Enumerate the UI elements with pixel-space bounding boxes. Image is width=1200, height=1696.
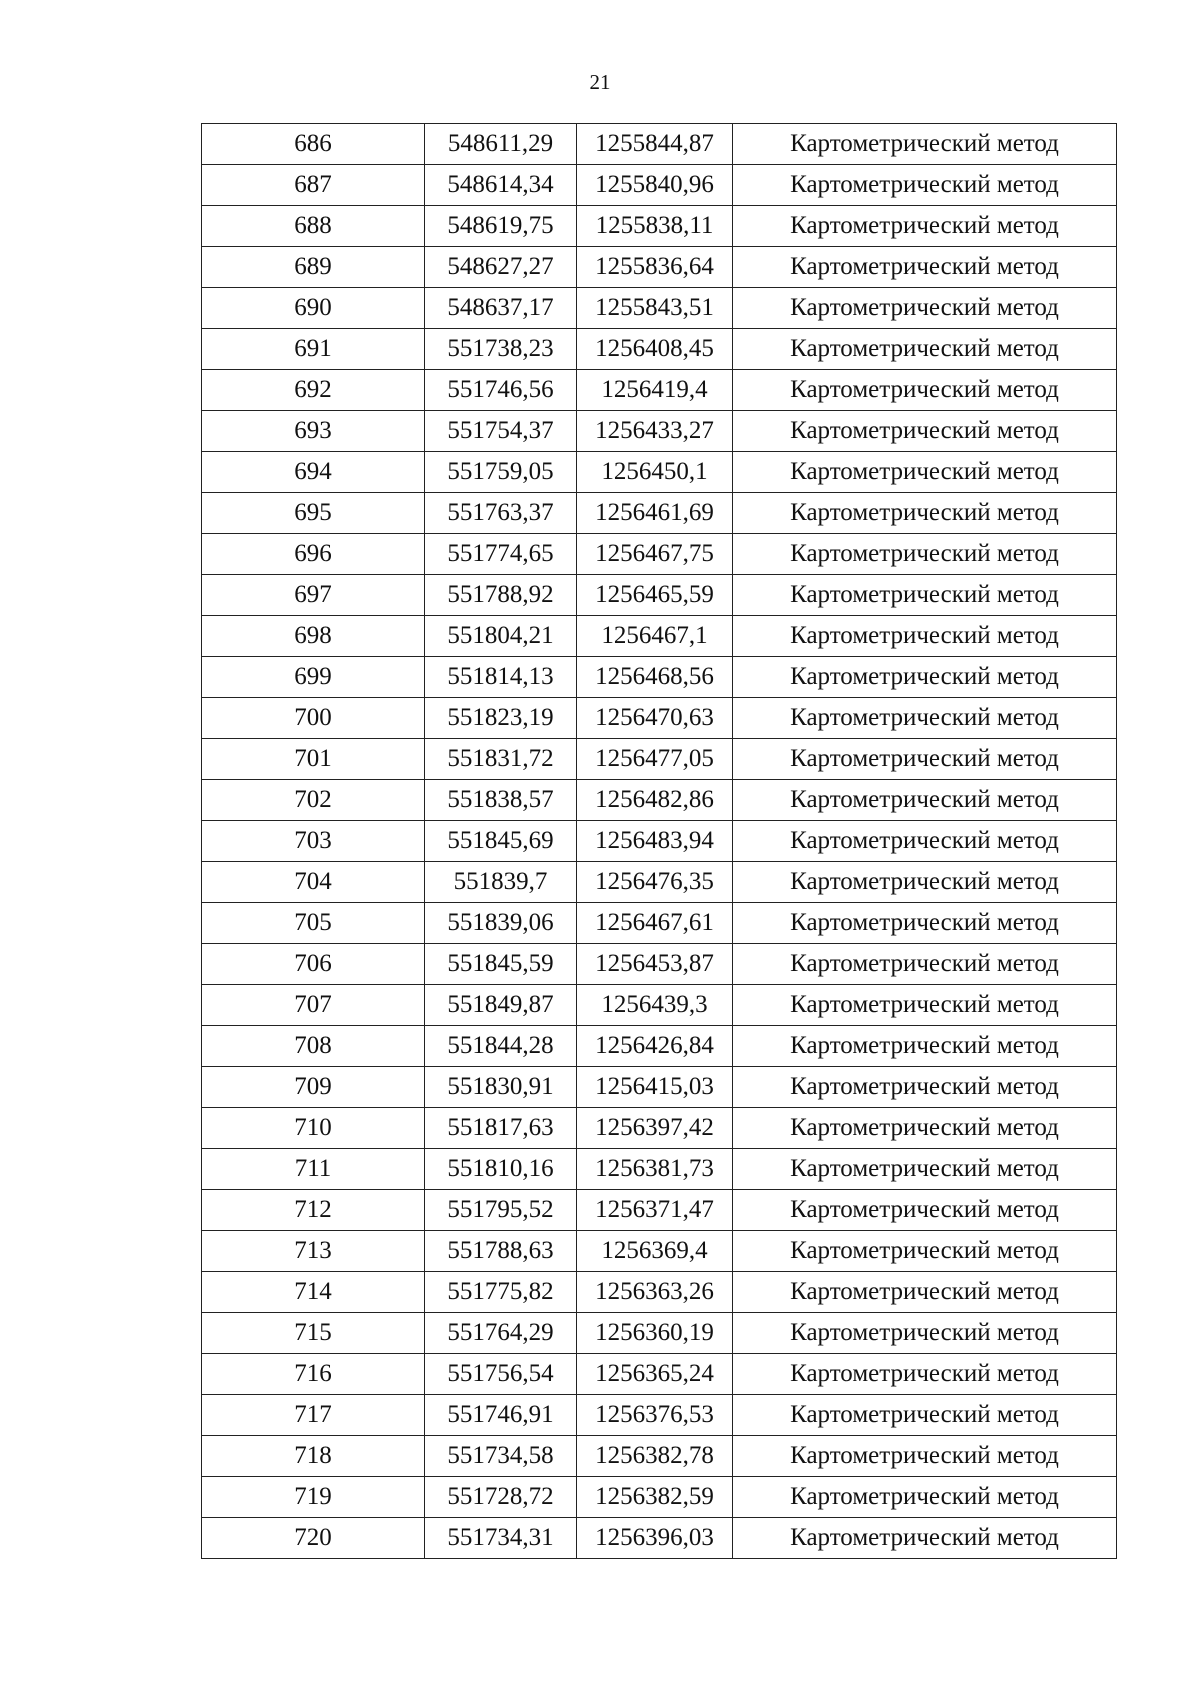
page-number: 21 <box>589 70 611 94</box>
x-coordinate-cell: 551756,54 <box>425 1354 577 1395</box>
x-coordinate-cell: 551839,06 <box>425 903 577 944</box>
table-row <box>202 1190 1117 1231</box>
point-number-cell: 696 <box>202 534 425 575</box>
table-row <box>202 616 1117 657</box>
method-cell: Картометрический метод <box>733 1477 1117 1518</box>
method-cell: Картометрический метод <box>733 288 1117 329</box>
method-cell: Картометрический метод <box>733 1231 1117 1272</box>
y-coordinate-cell: 1256419,4 <box>577 370 733 411</box>
table-row <box>202 1067 1117 1108</box>
x-coordinate-cell: 548614,34 <box>425 165 577 206</box>
point-number-cell: 701 <box>202 739 425 780</box>
point-number-cell: 717 <box>202 1395 425 1436</box>
point-number-cell: 706 <box>202 944 425 985</box>
x-coordinate-cell: 551788,63 <box>425 1231 577 1272</box>
x-coordinate-cell: 551844,28 <box>425 1026 577 1067</box>
point-number-cell: 716 <box>202 1354 425 1395</box>
x-coordinate-cell: 551728,72 <box>425 1477 577 1518</box>
method-cell: Картометрический метод <box>733 821 1117 862</box>
point-number-cell: 719 <box>202 1477 425 1518</box>
point-number-cell: 702 <box>202 780 425 821</box>
method-cell: Картометрический метод <box>733 739 1117 780</box>
table-row <box>202 165 1117 206</box>
x-coordinate-cell: 551788,92 <box>425 575 577 616</box>
point-number-cell: 690 <box>202 288 425 329</box>
method-cell: Картометрический метод <box>733 1518 1117 1559</box>
point-number-cell: 699 <box>202 657 425 698</box>
point-number-cell: 700 <box>202 698 425 739</box>
table-row <box>202 1395 1117 1436</box>
point-number-cell: 692 <box>202 370 425 411</box>
point-number-cell: 697 <box>202 575 425 616</box>
x-coordinate-cell: 551804,21 <box>425 616 577 657</box>
y-coordinate-cell: 1256365,24 <box>577 1354 733 1395</box>
method-cell: Картометрический метод <box>733 1272 1117 1313</box>
y-coordinate-cell: 1256465,59 <box>577 575 733 616</box>
y-coordinate-cell: 1256467,75 <box>577 534 733 575</box>
method-cell: Картометрический метод <box>733 1026 1117 1067</box>
point-number-cell: 691 <box>202 329 425 370</box>
x-coordinate-cell: 551759,05 <box>425 452 577 493</box>
table-row <box>202 1518 1117 1559</box>
y-coordinate-cell: 1256369,4 <box>577 1231 733 1272</box>
method-cell: Картометрический метод <box>733 370 1117 411</box>
x-coordinate-cell: 551845,69 <box>425 821 577 862</box>
point-number-cell: 704 <box>202 862 425 903</box>
method-cell: Картометрический метод <box>733 1354 1117 1395</box>
table-row <box>202 985 1117 1026</box>
coordinates-table <box>201 123 1117 1559</box>
table-row <box>202 124 1117 165</box>
method-cell: Картометрический метод <box>733 575 1117 616</box>
method-cell: Картометрический метод <box>733 1395 1117 1436</box>
x-coordinate-cell: 551838,57 <box>425 780 577 821</box>
y-coordinate-cell: 1256397,42 <box>577 1108 733 1149</box>
x-coordinate-cell: 551831,72 <box>425 739 577 780</box>
y-coordinate-cell: 1256382,78 <box>577 1436 733 1477</box>
method-cell: Картометрический метод <box>733 903 1117 944</box>
method-cell: Картометрический метод <box>733 1313 1117 1354</box>
y-coordinate-cell: 1255840,96 <box>577 165 733 206</box>
x-coordinate-cell: 551764,29 <box>425 1313 577 1354</box>
method-cell: Картометрический метод <box>733 698 1117 739</box>
point-number-cell: 714 <box>202 1272 425 1313</box>
x-coordinate-cell: 551845,59 <box>425 944 577 985</box>
y-coordinate-cell: 1256381,73 <box>577 1149 733 1190</box>
method-cell: Картометрический метод <box>733 657 1117 698</box>
y-coordinate-cell: 1255844,87 <box>577 124 733 165</box>
table-row <box>202 903 1117 944</box>
point-number-cell: 715 <box>202 1313 425 1354</box>
x-coordinate-cell: 548637,17 <box>425 288 577 329</box>
x-coordinate-cell: 551775,82 <box>425 1272 577 1313</box>
x-coordinate-cell: 551738,23 <box>425 329 577 370</box>
y-coordinate-cell: 1256376,53 <box>577 1395 733 1436</box>
y-coordinate-cell: 1256468,56 <box>577 657 733 698</box>
method-cell: Картометрический метод <box>733 1067 1117 1108</box>
y-coordinate-cell: 1256450,1 <box>577 452 733 493</box>
table-row <box>202 1149 1117 1190</box>
y-coordinate-cell: 1256363,26 <box>577 1272 733 1313</box>
table-row <box>202 821 1117 862</box>
x-coordinate-cell: 551823,19 <box>425 698 577 739</box>
point-number-cell: 718 <box>202 1436 425 1477</box>
x-coordinate-cell: 551839,7 <box>425 862 577 903</box>
point-number-cell: 687 <box>202 165 425 206</box>
y-coordinate-cell: 1256461,69 <box>577 493 733 534</box>
method-cell: Картометрический метод <box>733 1108 1117 1149</box>
x-coordinate-cell: 551810,16 <box>425 1149 577 1190</box>
method-cell: Картометрический метод <box>733 1436 1117 1477</box>
y-coordinate-cell: 1255838,11 <box>577 206 733 247</box>
point-number-cell: 709 <box>202 1067 425 1108</box>
method-cell: Картометрический метод <box>733 862 1117 903</box>
method-cell: Картометрический метод <box>733 247 1117 288</box>
point-number-cell: 708 <box>202 1026 425 1067</box>
method-cell: Картометрический метод <box>733 206 1117 247</box>
table-row <box>202 1026 1117 1067</box>
point-number-cell: 686 <box>202 124 425 165</box>
x-coordinate-cell: 551734,31 <box>425 1518 577 1559</box>
table-row <box>202 1436 1117 1477</box>
table-row <box>202 411 1117 452</box>
y-coordinate-cell: 1256415,03 <box>577 1067 733 1108</box>
x-coordinate-cell: 551830,91 <box>425 1067 577 1108</box>
x-coordinate-cell: 551746,91 <box>425 1395 577 1436</box>
y-coordinate-cell: 1256476,35 <box>577 862 733 903</box>
point-number-cell: 707 <box>202 985 425 1026</box>
table-row <box>202 493 1117 534</box>
y-coordinate-cell: 1256426,84 <box>577 1026 733 1067</box>
point-number-cell: 698 <box>202 616 425 657</box>
x-coordinate-cell: 551795,52 <box>425 1190 577 1231</box>
x-coordinate-cell: 548619,75 <box>425 206 577 247</box>
table-row <box>202 206 1117 247</box>
x-coordinate-cell: 551849,87 <box>425 985 577 1026</box>
method-cell: Картометрический метод <box>733 124 1117 165</box>
method-cell: Картометрический метод <box>733 493 1117 534</box>
table-row <box>202 288 1117 329</box>
point-number-cell: 703 <box>202 821 425 862</box>
method-cell: Картометрический метод <box>733 780 1117 821</box>
point-number-cell: 694 <box>202 452 425 493</box>
y-coordinate-cell: 1256408,45 <box>577 329 733 370</box>
y-coordinate-cell: 1256371,47 <box>577 1190 733 1231</box>
point-number-cell: 712 <box>202 1190 425 1231</box>
y-coordinate-cell: 1256477,05 <box>577 739 733 780</box>
table-body <box>202 124 1117 1559</box>
x-coordinate-cell: 551774,65 <box>425 534 577 575</box>
table-row <box>202 1313 1117 1354</box>
table-row <box>202 575 1117 616</box>
table-row <box>202 698 1117 739</box>
x-coordinate-cell: 551746,56 <box>425 370 577 411</box>
point-number-cell: 688 <box>202 206 425 247</box>
table-row <box>202 1108 1117 1149</box>
x-coordinate-cell: 551763,37 <box>425 493 577 534</box>
method-cell: Картометрический метод <box>733 985 1117 1026</box>
y-coordinate-cell: 1256483,94 <box>577 821 733 862</box>
method-cell: Картометрический метод <box>733 411 1117 452</box>
method-cell: Картометрический метод <box>733 1149 1117 1190</box>
table-row <box>202 944 1117 985</box>
point-number-cell: 713 <box>202 1231 425 1272</box>
point-number-cell: 695 <box>202 493 425 534</box>
table-row <box>202 1477 1117 1518</box>
method-cell: Картометрический метод <box>733 616 1117 657</box>
y-coordinate-cell: 1256467,61 <box>577 903 733 944</box>
x-coordinate-cell: 551817,63 <box>425 1108 577 1149</box>
table-row <box>202 1354 1117 1395</box>
x-coordinate-cell: 548611,29 <box>425 124 577 165</box>
point-number-cell: 689 <box>202 247 425 288</box>
table-row <box>202 329 1117 370</box>
method-cell: Картометрический метод <box>733 329 1117 370</box>
table-row <box>202 780 1117 821</box>
table-row <box>202 452 1117 493</box>
y-coordinate-cell: 1256382,59 <box>577 1477 733 1518</box>
method-cell: Картометрический метод <box>733 452 1117 493</box>
table-row <box>202 370 1117 411</box>
table-row <box>202 657 1117 698</box>
table-row <box>202 247 1117 288</box>
table-row <box>202 534 1117 575</box>
x-coordinate-cell: 551754,37 <box>425 411 577 452</box>
x-coordinate-cell: 551814,13 <box>425 657 577 698</box>
table-row <box>202 739 1117 780</box>
x-coordinate-cell: 548627,27 <box>425 247 577 288</box>
y-coordinate-cell: 1256396,03 <box>577 1518 733 1559</box>
point-number-cell: 720 <box>202 1518 425 1559</box>
y-coordinate-cell: 1256470,63 <box>577 698 733 739</box>
table-row <box>202 1231 1117 1272</box>
point-number-cell: 711 <box>202 1149 425 1190</box>
y-coordinate-cell: 1256482,86 <box>577 780 733 821</box>
table-row <box>202 1272 1117 1313</box>
table-row <box>202 862 1117 903</box>
x-coordinate-cell: 551734,58 <box>425 1436 577 1477</box>
y-coordinate-cell: 1256467,1 <box>577 616 733 657</box>
y-coordinate-cell: 1256439,3 <box>577 985 733 1026</box>
point-number-cell: 710 <box>202 1108 425 1149</box>
point-number-cell: 705 <box>202 903 425 944</box>
method-cell: Картометрический метод <box>733 165 1117 206</box>
y-coordinate-cell: 1255843,51 <box>577 288 733 329</box>
method-cell: Картометрический метод <box>733 1190 1117 1231</box>
y-coordinate-cell: 1256453,87 <box>577 944 733 985</box>
y-coordinate-cell: 1256360,19 <box>577 1313 733 1354</box>
method-cell: Картометрический метод <box>733 534 1117 575</box>
y-coordinate-cell: 1255836,64 <box>577 247 733 288</box>
method-cell: Картометрический метод <box>733 944 1117 985</box>
point-number-cell: 693 <box>202 411 425 452</box>
y-coordinate-cell: 1256433,27 <box>577 411 733 452</box>
